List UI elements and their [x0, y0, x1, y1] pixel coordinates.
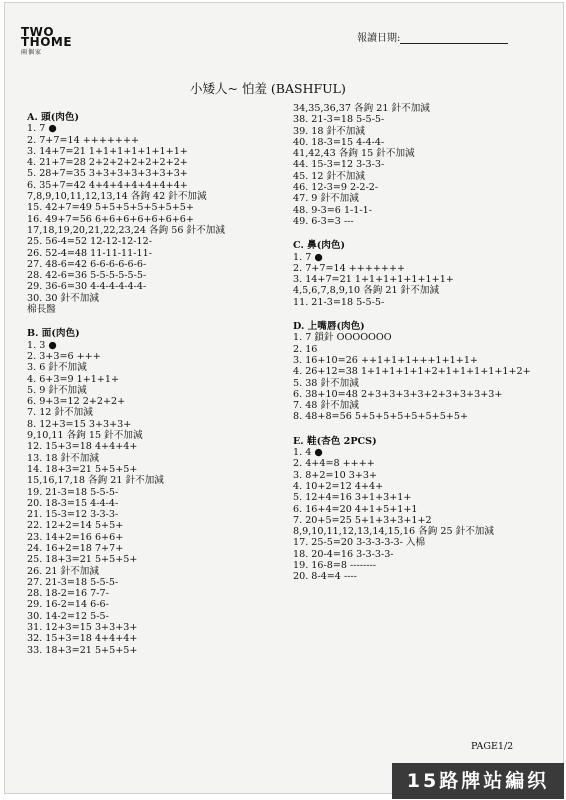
section-gap: [293, 423, 561, 430]
pattern-row: 1. 7 ●: [293, 251, 323, 263]
pattern-row: 8. 12+3=15 3+3+3+: [27, 418, 132, 430]
pattern-row: 18. 20-4=16 3-3-3-3-: [293, 548, 394, 560]
page-title: 小矮人~ 怕羞 (BASHFUL): [190, 81, 346, 96]
pattern-row: 1. 7 鎖針 OOOOOOO: [293, 332, 392, 344]
section-heading: A. 頭(肉色): [27, 112, 79, 123]
pattern-row: 2. 16: [293, 343, 318, 355]
pattern-page: [4, 2, 564, 794]
pattern-row: 27. 21-3=18 5-5-5-: [27, 576, 119, 588]
pattern-row: 棉長醫: [27, 304, 56, 316]
pattern-row: 5. 38 針不加減: [293, 377, 359, 389]
pattern-row: 17. 25-5=20 3-3-3-3-3- 入棉: [293, 537, 426, 549]
pattern-row: 3. 14+7=21 1+1+1+1+1+1+1+: [27, 145, 188, 157]
pattern-row: 39. 18 針不加減: [293, 125, 365, 137]
pattern-row: 21. 15-3=12 3-3-3-: [27, 509, 119, 521]
page-number: PAGE1/2: [471, 741, 514, 752]
pattern-row: 4. 6+3=9 1+1+1+: [27, 373, 120, 385]
section-gap: [27, 315, 277, 322]
pattern-row: 23. 14+2=16 6+6+: [27, 531, 124, 543]
section-gap: [293, 308, 561, 315]
pattern-row: 30. 30 針不加減: [27, 292, 99, 304]
pattern-row: 24. 16+2=18 7+7+: [27, 542, 124, 554]
pattern-row: 14. 18+3=21 5+5+5+: [27, 463, 138, 475]
pattern-row: 34,35,36,37 各鉤 21 針不加減: [293, 103, 430, 114]
pattern-row: 29. 36-6=30 4-4-4-4-4-4-: [27, 281, 147, 293]
section-heading: D. 上嘴唇(肉色): [293, 321, 365, 333]
pattern-row: 29. 16-2=14 6-6-: [27, 599, 109, 611]
pattern-row: 6. 9+3=12 2+2+2+: [27, 396, 126, 408]
pattern-row: 7. 20+5=25 5+1+3+3+1+2: [293, 514, 432, 526]
pattern-row: 15,16,17,18 各鉤 21 針不加減: [27, 475, 164, 487]
pattern-row: 32. 15+3=18 4+4+4+: [27, 633, 138, 645]
pattern-row: 19. 21-3=18 5-5-5-: [27, 486, 119, 498]
right-column: [293, 103, 561, 583]
pattern-row: 5. 12+4=16 3+1+3+1+: [293, 492, 412, 504]
pattern-row: 27. 48-6=42 6-6-6-6-6-6-: [27, 258, 147, 270]
pattern-row: 1. 3 ●: [27, 339, 57, 351]
pattern-row: 49. 6-3=3 ---: [293, 215, 354, 227]
brand-logo: [21, 27, 72, 58]
date-line: [400, 33, 508, 44]
logo-sub: 兩個家: [21, 49, 43, 56]
pattern-row: 33. 18+3=21 5+5+5+: [27, 644, 138, 656]
pattern-row: 38. 21-3=18 5-5-5-: [293, 114, 385, 126]
pattern-row: 25. 56-4=52 12-12-12-12-: [27, 236, 152, 248]
section-heading: E. 鞋(杏色 2PCS): [293, 435, 377, 447]
pattern-row: 5. 9 針不加減: [27, 384, 87, 396]
pattern-row: 7. 12 針不加減: [27, 407, 93, 419]
pattern-row: 26. 52-4=48 11-11-11-11-: [27, 247, 152, 259]
pattern-row: 6. 16+4=20 4+1+5+1+1: [293, 503, 418, 515]
pattern-row: 20. 8-4=4 ----: [293, 571, 357, 583]
pattern-row: 6. 38+10=48 2+3+3+3+3+2+3+3+3+3+: [293, 388, 503, 400]
pattern-row: 2. 7+7=14 +++++++: [27, 134, 140, 146]
pattern-row: 6. 35+7=42 4+4+4+4+4+4+4+: [27, 179, 188, 191]
pattern-row: 48. 9-3=6 1-1-1-: [293, 204, 372, 216]
pattern-row: 47. 9 針不加減: [293, 193, 359, 205]
logo-bottom: THOME: [21, 35, 73, 49]
pattern-row: 3. 14+7=21 1+1+1+1+1+1+1+: [293, 274, 454, 286]
date-field: [357, 29, 508, 44]
pattern-row: 44. 15-3=12 3-3-3-: [293, 159, 385, 171]
pattern-row: 15. 42+7=49 5+5+5+5+5+5+5+: [27, 202, 194, 214]
pattern-row: 11. 21-3=18 5-5-5-: [293, 296, 385, 308]
pattern-row: 31. 12+3=15 3+3+3+: [27, 622, 138, 634]
pattern-row: 28. 42-6=36 5-5-5-5-5-5-: [27, 270, 147, 282]
pattern-row: 2. 7+7=14 +++++++: [293, 262, 406, 274]
section-heading: B. 面(肉色): [27, 328, 80, 340]
pattern-row: 7,8,9,10,11,12,13,14 各鉤 42 針不加減: [27, 191, 207, 203]
date-label: 報讀日期:: [357, 33, 401, 44]
pattern-row: 17,18,19,20,21,22,23,24 各鉤 56 針不加減: [27, 224, 225, 236]
pattern-row: 40. 18-3=15 4-4-4-: [293, 136, 385, 148]
pattern-row: 9,10,11 各鉤 15 針不加減: [27, 430, 143, 442]
pattern-row: 20. 18-3=15 4-4-4-: [27, 497, 119, 509]
pattern-row: 4,5,6,7,8,9,10 各鉤 21 針不加減: [293, 285, 440, 297]
pattern-row: 41,42,43 各鉤 15 針不加減: [293, 148, 415, 160]
pattern-row: 3. 8+2=10 3+3+: [293, 469, 378, 481]
pattern-row: 46. 12-3=9 2-2-2-: [293, 182, 379, 194]
pattern-row: 12. 15+3=18 4+4+4+: [27, 441, 138, 453]
watermark-banner: 15路牌站編织: [392, 763, 564, 799]
pattern-row: 28. 18-2=16 7-7-: [27, 588, 109, 600]
pattern-row: 45. 12 針不加減: [293, 170, 365, 182]
pattern-row: 8,9,10,11,12,13,14,15,16 各鉤 25 針不加減: [293, 526, 494, 538]
pattern-row: 2. 4+4=8 ++++: [293, 458, 375, 470]
pattern-row: 5. 28+7=35 3+3+3+3+3+3+3+: [27, 168, 188, 180]
pattern-row: 30. 14-2=12 5-5-: [27, 610, 109, 622]
pattern-row: 1. 4 ●: [293, 447, 323, 459]
left-column: [27, 106, 277, 656]
pattern-row: 8. 48+8=56 5+5+5+5+5+5+5+5+: [293, 411, 468, 423]
pattern-row: 22. 12+2=14 5+5+: [27, 520, 124, 532]
pattern-row: 3. 16+10=26 ++1+1+1+++1+1+1+: [293, 354, 478, 366]
section-gap: [293, 227, 561, 234]
pattern-row: 7. 48 針不加減: [293, 400, 359, 412]
section-heading: C. 鼻(肉色): [293, 240, 346, 252]
pattern-row: 13. 18 針不加減: [27, 452, 99, 464]
pattern-row: 19. 16-8=8 --------: [293, 559, 376, 571]
pattern-row: 4. 26+12=38 1+1+1+1+1+2+1+1+1+1+1+2+: [293, 366, 531, 378]
pattern-row: 4. 21+7=28 2+2+2+2+2+2+2+: [27, 157, 188, 169]
logo-top: TWO: [21, 25, 55, 39]
pattern-row: 2. 3+3=6 +++: [27, 350, 101, 362]
pattern-row: 1. 7 ●: [27, 123, 57, 135]
pattern-row: 3. 6 針不加減: [27, 362, 87, 374]
pattern-row: 26. 21 針不加減: [27, 565, 99, 577]
pattern-row: 25. 18+3=21 5+5+5+: [27, 554, 138, 566]
pattern-row: 16. 49+7=56 6+6+6+6+6+6+6+: [27, 213, 194, 225]
pattern-row: 4. 10+2=12 4+4+: [293, 480, 384, 492]
